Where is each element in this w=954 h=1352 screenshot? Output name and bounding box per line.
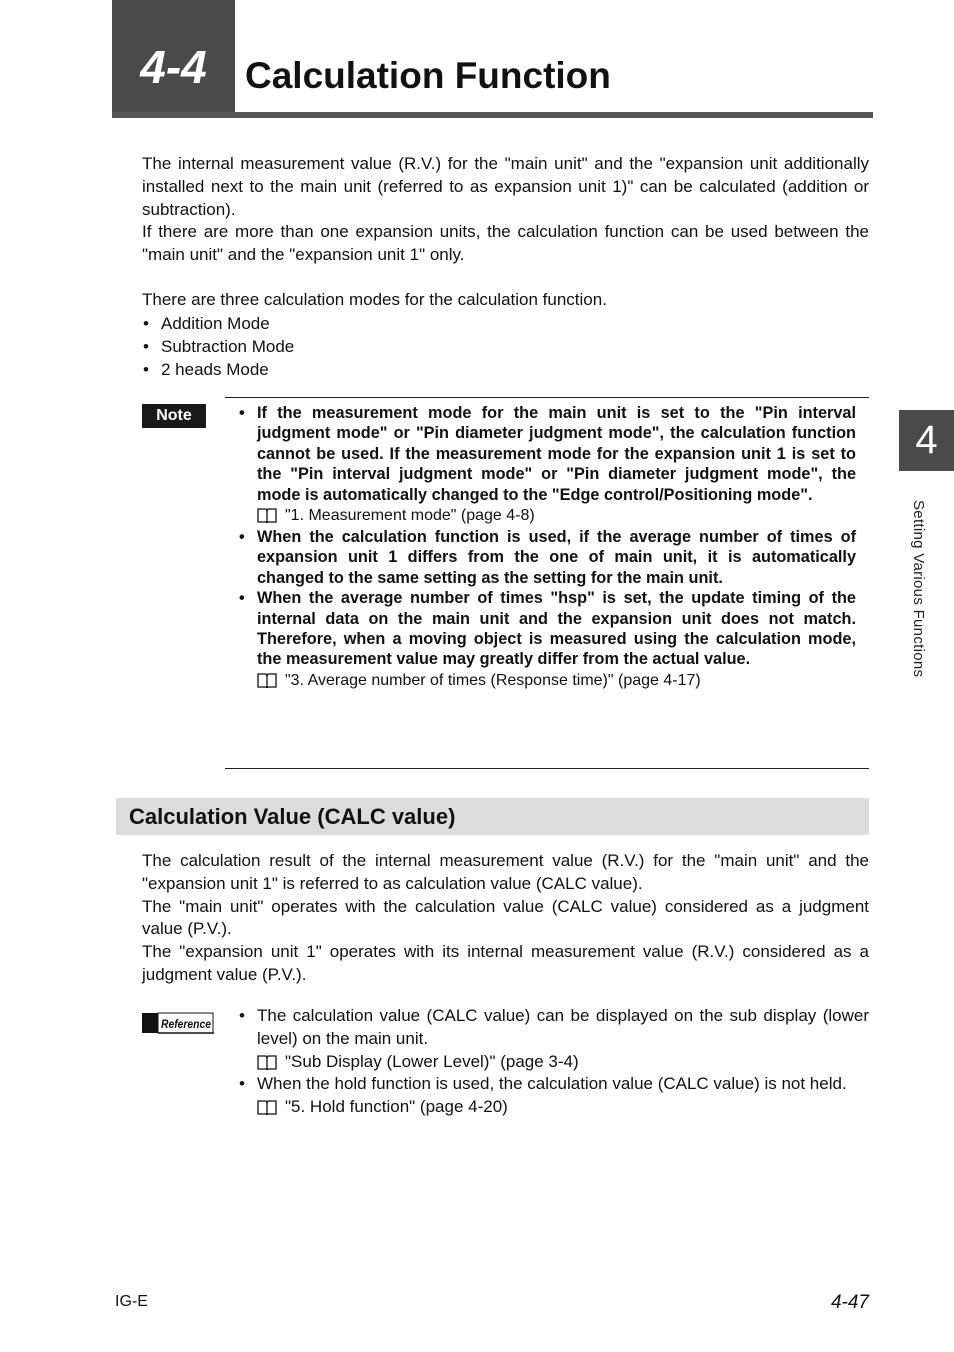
cross-reference-text[interactable]: "5. Hold function" (page 4-20): [285, 1097, 508, 1117]
list-item: • 2 heads Mode: [142, 358, 869, 381]
chapter-label: Setting Various Functions: [910, 500, 927, 678]
note-bottom-rule: [225, 768, 869, 769]
subsection-title: Calculation Value (CALC value): [129, 804, 456, 829]
note-item-text: When the calculation function is used, if the average number of times of expansion unit 1 differs from the one of main unit, it is automatically changed to the same setting as the setting for the main unit.: [257, 528, 856, 587]
reference-item: [237, 1073, 869, 1119]
cross-reference: [257, 670, 856, 692]
modes-list: [142, 312, 869, 381]
cross-reference-text[interactable]: "Sub Display (Lower Level)" (page 3-4): [285, 1051, 579, 1071]
reference-badge: [142, 1011, 216, 1035]
page-title: Calculation Function: [245, 55, 611, 96]
section-number: 4-4: [140, 41, 207, 93]
calc-paragraph: The "main unit" operates with the calculation value (CALC value) considered as a judgment value (P.V.).: [142, 896, 869, 939]
note-item: [237, 527, 856, 588]
cross-reference: [257, 1096, 869, 1119]
cross-reference-text[interactable]: "3. Average number of times (Response time)" (page 4-17): [285, 671, 701, 689]
reference-item-text: When the hold function is used, the calculation value (CALC value) is not held.: [257, 1074, 847, 1094]
note-list: [237, 403, 856, 692]
reference-badge-label: Reference: [161, 1017, 212, 1031]
note-item: [237, 403, 856, 527]
intro-text: [142, 153, 869, 267]
page-number: 4-47: [830, 1292, 869, 1313]
calc-paragraph: The calculation result of the internal measurement value (R.V.) for the "main unit" and the "expansion unit 1" is referred to as calculation value (CALC value).: [142, 851, 869, 893]
reference-item-text: The calculation value (CALC value) can be displayed on the sub display (lower level) on the main unit.: [257, 1006, 869, 1048]
book-icon: [257, 1054, 277, 1070]
note-item: [237, 588, 856, 692]
modes-intro: There are three calculation modes for the calculation function.: [142, 290, 607, 309]
list-item: • Subtraction Mode: [142, 335, 869, 358]
note-badge: Note: [142, 404, 206, 428]
cross-reference: [257, 505, 856, 527]
intro-paragraph: If there are more than one expansion units, the calculation function can be used between the "main unit" and the "expansion unit 1" only.: [142, 222, 869, 265]
footer-manual-code: IG-E: [115, 1293, 148, 1310]
cross-reference: [257, 1051, 869, 1074]
reference-item: [237, 1005, 869, 1073]
cross-reference-text[interactable]: "1. Measurement mode" (page 4-8): [285, 507, 535, 525]
reference-list: [237, 1005, 869, 1119]
note-top-rule: [225, 397, 869, 398]
chapter-tab: 4: [899, 410, 954, 471]
title-rule: [112, 112, 873, 118]
list-item: • Addition Mode: [142, 312, 869, 335]
calc-paragraph: The "expansion unit 1" operates with its internal measurement value (R.V.) considered as a judgment value (P.V.).: [142, 942, 869, 984]
book-icon: [257, 507, 277, 523]
book-icon: [257, 1099, 277, 1115]
intro-paragraph: The internal measurement value (R.V.) for the "main unit" and the "expansion unit additionally installed next to the main unit (referred to as expansion unit 1)" can be calculated (addition or subtraction).: [142, 154, 869, 219]
note-item-text: If the measurement mode for the main unit is set to the "Pin interval judgment mode" or "Pin diameter judgment mode", the calculation function cannot be used. If the measurement mode for the expansion unit 1 is set to the "Pin interval judgment mode" or "Pin diameter judgment mode", the mode is automatically changed to the "Edge control/Positioning mode".: [257, 404, 856, 504]
note-item-text: When the average number of times "hsp" is set, the update timing of the internal data on the main unit and the expansion unit does not match. Therefore, when a moving object is measured using the calculation mode, the measurement value may greatly differ from the actual value.: [257, 589, 856, 669]
book-icon: [257, 672, 277, 688]
calc-value-text: [142, 850, 869, 987]
